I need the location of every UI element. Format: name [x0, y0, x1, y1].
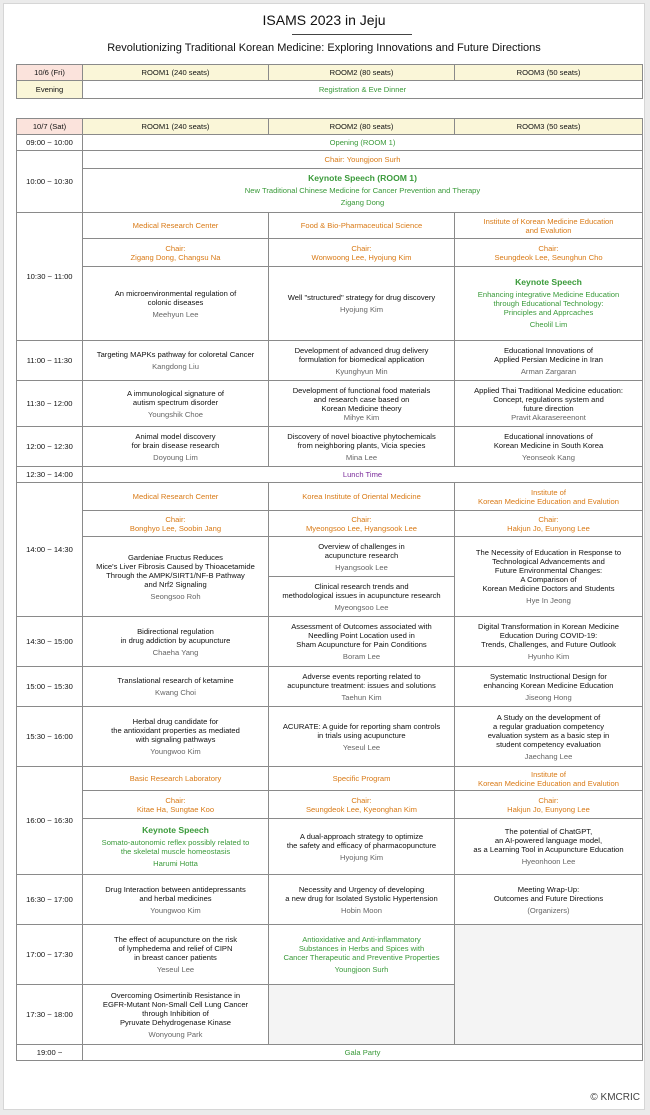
talk-title: Overcoming Osimertinib Resistance in — [110, 990, 241, 1000]
slot-1600-chair — [17, 791, 643, 819]
talk-title: Principles and Apprcaches — [503, 308, 594, 317]
time-1600: 16:00 ~ 16:30 — [17, 767, 83, 875]
slot-1030-session — [17, 213, 643, 239]
talk-title: Targeting MAPKs pathway for coloretal Cancer — [96, 350, 255, 359]
talk-title: through Educational Technology: — [493, 299, 604, 308]
keynote-label: Keynote Speech (ROOM 1) — [308, 173, 417, 183]
r3-session-line: and Evalution — [525, 225, 572, 235]
r3-session-line: Institute of — [530, 769, 567, 779]
talk-title: Applied Thai Traditional Medicine education: — [474, 385, 623, 395]
opening-event: Opening (ROOM 1) — [83, 135, 643, 151]
time-1130: 11:30 ~ 12:00 — [17, 381, 83, 427]
chair-names: Zigang Dong, Changsu Na — [130, 252, 221, 262]
speaker: Taehun Kim — [341, 692, 382, 702]
slot-1400-talks-a — [17, 537, 643, 577]
speaker: Harumi Hotta — [153, 858, 198, 868]
keynote-label: Keynote Speech — [515, 277, 582, 287]
speaker: Meehyun Lee — [152, 309, 199, 319]
slot-1630 — [17, 875, 643, 925]
talk-title: in trials using acupuncture — [317, 730, 406, 740]
talk-title: acupuncture research — [324, 550, 399, 560]
chair-label: Chair: — [165, 514, 186, 524]
talk-title: enhancing Korean Medicine Education — [483, 680, 614, 690]
speaker: Mina Lee — [345, 452, 378, 462]
talk-title: A Study on the development of — [496, 712, 601, 722]
chair-names: Hakjun Jo, Eunyong Lee — [507, 804, 590, 814]
talk-title: with signaling pathways — [135, 735, 216, 744]
r1-talk-1430 — [83, 617, 269, 667]
speaker: Jiseong Hong — [525, 692, 572, 702]
talk-title: Somato-autonomic reflex possibly related to — [101, 837, 250, 847]
talk-title: autism spectrum disorder — [132, 397, 219, 407]
speaker: Kyunghyun Min — [335, 366, 388, 376]
talk-title: Animal model discovery — [135, 431, 216, 441]
time-0900: 09:00 ~ 10:00 — [17, 135, 83, 151]
speaker: Kwang Choi — [155, 688, 196, 697]
slot-1600-talks — [17, 819, 643, 875]
speaker: Hyojung Kim — [339, 305, 384, 314]
talk-title: for brain disease research — [131, 440, 220, 450]
chair-label: Chair: — [165, 795, 186, 805]
talk-title: Adverse events reporting related to — [302, 671, 421, 681]
speaker: Cheolil Lim — [529, 320, 568, 329]
talk-title: Outcomes and Future Directions — [493, 893, 604, 903]
slot-1000-keynote — [17, 169, 643, 213]
speaker: Boram Lee — [342, 652, 381, 661]
speaker: Seongsoo Roh — [150, 591, 201, 601]
talk-title: Well "structured" strategy for drug discovery — [287, 293, 436, 302]
slot-1700 — [17, 925, 643, 985]
r2-session-1600: Specific Program — [269, 767, 455, 791]
r2-talk-1400b — [269, 577, 455, 617]
talk-title: EGFR-Mutant Non-Small Cell Lung Cancer — [102, 999, 249, 1009]
chair-names: Bonghyo Lee, Soobin Jang — [129, 523, 222, 533]
speaker: Youngwoo Kim — [150, 905, 201, 915]
day2-room3: ROOM3 (50 seats) — [455, 119, 643, 135]
talk-title: Future Environmental Changes: — [494, 566, 603, 575]
speaker: Mihye Kim — [343, 412, 380, 422]
r3-talk-1530 — [455, 707, 643, 767]
r2-talk-1700 — [269, 925, 455, 985]
r3-talk-1100 — [455, 341, 643, 381]
talk-title: Korean Medicine theory — [321, 403, 402, 413]
chair-names: Myeongsoo Lee, Hyangsook Lee — [305, 523, 418, 533]
r1-talk-1630 — [83, 875, 269, 925]
lunch-event: Lunch Time — [83, 467, 643, 483]
talk-title: through Inhibition of — [142, 1008, 209, 1018]
talk-title: a new drug for Isolated Systolic Hypertension — [285, 893, 438, 903]
talk-title: Sham Acupuncture for Pain Conditions — [296, 640, 427, 649]
talk-title: Discovery of novel bioactive phytochemicals — [287, 431, 436, 441]
r1-session-1400: Medical Research Center — [83, 483, 269, 511]
talk-title: Education During COVID-19: — [499, 631, 598, 640]
talk-title: Overview of challenges in — [318, 541, 405, 551]
talk-title: Concept, regulations system and — [493, 394, 604, 404]
speaker: Hyangsook Lee — [335, 562, 388, 572]
r3-talk-1430 — [455, 617, 643, 667]
slot-1900 — [17, 1045, 643, 1061]
speaker: Hyunho Kim — [527, 652, 570, 661]
chair-label: Chair: — [351, 243, 372, 253]
r1-talk-1030 — [83, 267, 269, 341]
talk-title: Mice's Liver Fibrosis Caused by Thioacetamide — [96, 561, 255, 571]
speaker: Youngshik Choe — [147, 409, 204, 419]
speaker: Hyeonhoon Lee — [521, 857, 576, 866]
time-1100: 11:00 ~ 11:30 — [17, 341, 83, 381]
r1-session-1600: Basic Research Laboratory — [83, 767, 269, 791]
talk-title: Needling Point Location used in — [308, 631, 415, 640]
talk-title: an AI-powered language model, — [494, 836, 603, 845]
slot-1030-chair — [17, 239, 643, 267]
slot-1600-session — [17, 767, 643, 791]
talk-title: Herbal drug candidate for — [132, 717, 219, 726]
talk-title: An microenvironmental regulation of — [114, 288, 237, 298]
chair-label: Chair: — [351, 795, 372, 805]
slot-0900 — [17, 135, 643, 151]
slot-1400-session — [17, 483, 643, 511]
speaker: Jaechang Lee — [524, 751, 573, 761]
chair-names: Wonwoong Lee, Hyojung Kim — [311, 252, 412, 262]
talk-title: of lymphedema and relief of CIPN — [118, 944, 233, 953]
r3-talk-1630 — [455, 875, 643, 925]
slot-1200 — [17, 427, 643, 467]
evening-row — [17, 81, 643, 99]
r2-chair-1600 — [269, 791, 455, 819]
chair-label: Chair: — [351, 514, 372, 524]
copyright-notice: © KMCRIC — [590, 1092, 640, 1103]
talk-title: and Nrf2 Signaling — [144, 579, 207, 589]
r2-talk-1430 — [269, 617, 455, 667]
r1-talk-1530 — [83, 707, 269, 767]
slot-1230 — [17, 467, 643, 483]
talk-title: in breast cancer patients — [134, 953, 217, 962]
r3-talk-1500 — [455, 667, 643, 707]
r3-session-1600 — [455, 767, 643, 791]
talk-title: the safety and efficacy of pharmacopuncture — [286, 840, 437, 850]
speaker: Arman Zargaran — [520, 366, 577, 376]
r1-chair-1400 — [83, 511, 269, 537]
time-1400: 14:00 ~ 14:30 — [17, 483, 83, 617]
keynote-label: Keynote Speech — [142, 824, 209, 835]
talk-title: the skeletal muscle homeostasis — [120, 846, 231, 856]
evening-event: Registration & Eve Dinner — [83, 81, 643, 99]
talk-title: A immunological signature of — [126, 388, 225, 398]
r1-talk-1400 — [83, 537, 269, 617]
talk-title: Enhancing integrative Medicine Education — [477, 290, 620, 299]
day1-date: 10/6 (Fri) — [17, 65, 83, 81]
slot-1530 — [17, 707, 643, 767]
r3-talk-1400 — [455, 537, 643, 617]
speaker: Yeonseok Kang — [522, 452, 575, 462]
slot-1400-chair — [17, 511, 643, 537]
r3-chair-1600 — [455, 791, 643, 819]
keynote-speaker: Zigang Dong — [340, 198, 385, 207]
talk-title: future direction — [523, 403, 574, 413]
talk-title: Educational Innovations of — [503, 345, 594, 355]
r2-talk-1600 — [269, 819, 455, 875]
r1-talk-1500 — [83, 667, 269, 707]
talk-title: Educational innovations of — [504, 431, 593, 441]
talk-title: in drug addiction by acupuncture — [120, 635, 231, 645]
r3-session-line: Korean Medicine Education and Evalution — [478, 778, 619, 788]
talk-title: Necessity and Urgency of developing — [298, 884, 425, 894]
page-subtitle: Revolutionizing Traditional Korean Medicine: Exploring Innovations and Future Directions — [107, 42, 541, 54]
slot-1030-talks — [17, 267, 643, 341]
time-1500: 15:00 ~ 15:30 — [17, 667, 83, 707]
talk-title: Development of functional food materials — [292, 385, 431, 395]
schedule-table — [16, 64, 643, 1061]
r1-session-1030: Medical Research Center — [83, 213, 269, 239]
talk-title: and research case based on — [313, 394, 410, 404]
speaker: Wonyoung Park — [148, 1029, 203, 1039]
keynote-chair: Chair: Youngjoon Surh — [83, 151, 643, 169]
chair-label: Chair: — [538, 514, 559, 524]
chair-label: Chair: — [538, 243, 559, 253]
speaker: Yeseul Lee — [342, 742, 381, 752]
talk-title: Drug Interaction between antidepressants — [105, 884, 246, 894]
r2-talk-1400a — [269, 537, 455, 577]
talk-title: Development of advanced drug delivery — [294, 345, 429, 355]
day1-room3: ROOM3 (50 seats) — [455, 65, 643, 81]
talk-title: evaluation system as a basic step in — [487, 730, 610, 740]
chair-names: Seungdeok Lee, Seunghun Cho — [494, 252, 603, 262]
talk-title: Technological Advancements and — [492, 557, 605, 566]
speaker: Doyoung Lim — [153, 452, 198, 462]
talk-title: ACURATE: A guide for reporting sham controls — [282, 721, 441, 731]
speaker: Youngjoon Surh — [334, 965, 389, 974]
talk-title: The potential of ChatGPT, — [504, 827, 593, 836]
r3-session-line: Korean Medicine Education and Evalution — [478, 496, 619, 506]
talk-title: Trends, Challenges, and Future Outlook — [481, 640, 616, 649]
slot-1000-chair — [17, 151, 643, 169]
day2-room1: ROOM1 (240 seats) — [83, 119, 269, 135]
r3-talk-1200 — [455, 427, 643, 467]
speaker: Hyojung Kim — [339, 852, 384, 862]
r2-chair-1030 — [269, 239, 455, 267]
r2-talk-1630 — [269, 875, 455, 925]
time-1900: 19:00 ~ — [17, 1045, 83, 1061]
r3-talk-1130 — [455, 381, 643, 427]
talk-title: from neighboring plants, Vicia species — [297, 440, 426, 450]
r1-chair-1030 — [83, 239, 269, 267]
time-1200: 12:00 ~ 12:30 — [17, 427, 83, 467]
time-1700: 17:00 ~ 17:30 — [17, 925, 83, 985]
talk-title: student competency evaluation — [496, 739, 601, 749]
r1-talk-1200 — [83, 427, 269, 467]
speaker: Youngwoo Kim — [150, 747, 201, 756]
talk-title: Translational research of ketamine — [117, 676, 234, 685]
talk-title: Pyruvate Dehydrogenase Kinase — [119, 1017, 232, 1027]
r3-talk-1030 — [455, 267, 643, 341]
slot-1130 — [17, 381, 643, 427]
r1-talk-1100 — [83, 341, 269, 381]
time-1630: 16:30 ~ 17:00 — [17, 875, 83, 925]
r2-session-1030: Food & Bio-Pharmaceutical Science — [269, 213, 455, 239]
evening-label: Evening — [17, 81, 83, 99]
time-1230: 12:30 ~ 14:00 — [17, 467, 83, 483]
talk-title: Cancer Therapeutic and Preventive Properties — [283, 953, 440, 962]
r1-chair-1600 — [83, 791, 269, 819]
r2-talk-1130 — [269, 381, 455, 427]
r3-chair-1030 — [455, 239, 643, 267]
page-title: ISAMS 2023 in Jeju — [262, 12, 386, 28]
talk-title: formulation for biomedical application — [298, 354, 425, 364]
r1-talk-1600 — [83, 819, 269, 875]
r3-session-line: Institute of Korean Medicine Education — [483, 216, 614, 226]
day1-header-row — [17, 65, 643, 81]
talk-title: Korean Medicine Doctors and Students — [482, 584, 615, 593]
r1-talk-1700 — [83, 925, 269, 985]
r2-talk-1100 — [269, 341, 455, 381]
talk-title: methodological issues in acupuncture research — [282, 590, 441, 600]
day1-room2: ROOM2 (80 seats) — [269, 65, 455, 81]
talk-title: The Necessity of Education in Response to — [475, 548, 622, 557]
r2-talk-1030 — [269, 267, 455, 341]
speaker: Hye In Jeong — [526, 596, 571, 605]
talk-title: A dual-approach strategy to optimize — [299, 831, 424, 841]
speaker: Chaeha Yang — [152, 647, 199, 657]
chair-names: Seungdeok Lee, Kyeonghan Kim — [305, 804, 418, 814]
talk-title: as a Learning Tool in Acupuncture Education — [473, 845, 624, 854]
day-separator — [17, 99, 643, 119]
talk-title: Gardeniae Fructus Reduces — [128, 552, 223, 562]
title-underline — [292, 34, 412, 35]
talk-title: colonic diseases — [147, 297, 204, 307]
r3-empty-1700 — [455, 925, 643, 1045]
chair-names: Hakjun Jo, Eunyong Lee — [507, 523, 590, 533]
talk-title: a regular graduation competency — [492, 721, 605, 731]
talk-title: Digital Transformation in Korean Medicine — [478, 622, 619, 631]
talk-title: Assessment of Outcomes associated with — [291, 622, 432, 631]
r2-empty-1730 — [269, 985, 455, 1045]
keynote-title: New Traditional Chinese Medicine for Cancer Prevention and Therapy — [244, 186, 481, 195]
talk-title: acupuncture treatment: issues and solutions — [287, 680, 436, 690]
r2-talk-1500 — [269, 667, 455, 707]
day2-room2: ROOM2 (80 seats) — [269, 119, 455, 135]
r3-session-1030 — [455, 213, 643, 239]
speaker: Kangdong Liu — [152, 362, 199, 371]
r3-session-1400 — [455, 483, 643, 511]
slot-1100 — [17, 341, 643, 381]
time-1030: 10:30 ~ 11:00 — [17, 213, 83, 341]
schedule-page — [3, 3, 645, 1110]
time-1530: 15:30 ~ 16:00 — [17, 707, 83, 767]
talk-title: The effect of acupuncture on the risk — [113, 935, 238, 944]
talk-title: Substances in Herbs and Spices with — [298, 944, 425, 953]
talk-title: Meeting Wrap-Up: — [517, 884, 580, 894]
talk-title: Applied Persian Medicine in Iran — [494, 354, 603, 364]
talk-title: A Comparison of — [520, 575, 577, 584]
talk-title: Systematic Instructional Design for — [490, 671, 607, 681]
r1-talk-1730 — [83, 985, 269, 1045]
speaker: Pravit Akarasereenont — [511, 412, 586, 422]
chair-names: Kitae Ha, Sungtae Koo — [136, 804, 215, 814]
talk-title: and herbal medicines — [139, 893, 212, 903]
time-1730: 17:30 ~ 18:00 — [17, 985, 83, 1045]
chair-label: Chair: — [538, 795, 559, 805]
talk-title: Through the AMPK/SIRT1/NF-B Pathway — [106, 570, 245, 580]
spacer-row — [17, 99, 643, 119]
r2-chair-1400 — [269, 511, 455, 537]
r2-talk-1530 — [269, 707, 455, 767]
talk-title: the antioxidant properties as mediated — [111, 726, 240, 735]
talk-title: Korean Medicine in South Korea — [493, 440, 604, 450]
speaker: Myeongsoo Lee — [334, 602, 389, 612]
talk-title: Antioxidative and Anti-inflammatory — [302, 935, 421, 944]
day1-room1: ROOM1 (240 seats) — [83, 65, 269, 81]
r3-chair-1400 — [455, 511, 643, 537]
day2-header-row — [17, 119, 643, 135]
speaker: (Organizers) — [527, 905, 570, 915]
time-1000: 10:00 ~ 10:30 — [17, 151, 83, 213]
gala-event: Gala Party — [83, 1045, 643, 1061]
r3-talk-1600 — [455, 819, 643, 875]
day2-date: 10/7 (Sat) — [17, 119, 83, 135]
r2-talk-1200 — [269, 427, 455, 467]
r3-session-line: Institute of — [530, 487, 567, 497]
time-1430: 14:30 ~ 15:00 — [17, 617, 83, 667]
r1-talk-1130 — [83, 381, 269, 427]
r2-session-1400: Korea Institute of Oriental Medicine — [269, 483, 455, 511]
keynote-cell — [83, 169, 643, 213]
speaker: Hobin Moon — [341, 905, 382, 915]
slot-1500 — [17, 667, 643, 707]
talk-title: Bidirectional regulation — [137, 626, 214, 636]
slot-1430 — [17, 617, 643, 667]
talk-title: Clinical research trends and — [314, 581, 409, 591]
chair-label: Chair: — [165, 243, 186, 253]
speaker: Yeseul Lee — [156, 965, 195, 974]
